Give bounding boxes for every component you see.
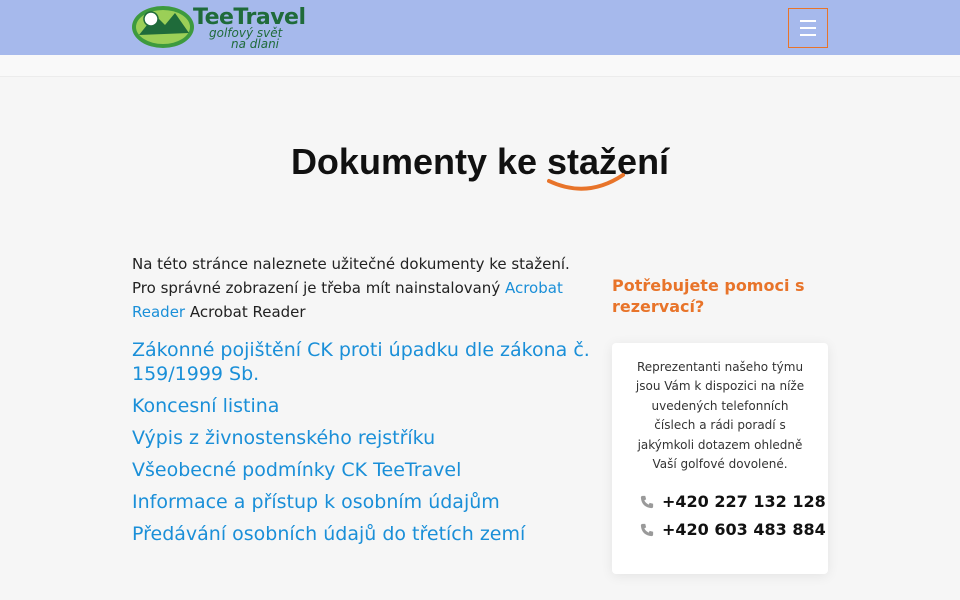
phone-number-1[interactable]: [640, 492, 826, 511]
hamburger-icon-bar: [800, 34, 816, 36]
swoosh-underline-icon: [547, 171, 627, 195]
document-link[interactable]: Všeobecné podmínky CK TeeTravel: [132, 459, 462, 481]
help-title: Potřebujete pomoci s rezervací?: [612, 276, 805, 316]
page-title-highlight: [547, 141, 669, 183]
acrobat-reader-link[interactable]: Acrobat Reader: [132, 279, 563, 321]
logo-name: TeeTravel: [193, 5, 306, 30]
document-link[interactable]: Předávání osobních údajů do třetích zemí: [132, 523, 526, 545]
intro-text: Na této stránce naleznete užitečné dokumenty ke stažení. Pro správné zobrazení je třeba mít nainstalovaný: [132, 255, 570, 297]
site-header: [0, 0, 960, 55]
header-divider-strip: [0, 55, 960, 77]
phone-icon: [640, 495, 654, 509]
documents-list: [132, 338, 592, 554]
page-title-highlight-text: stažení: [547, 141, 670, 182]
teetravel-logo[interactable]: [131, 3, 316, 51]
page-title-prefix: Dokumenty ke: [290, 141, 548, 182]
phone-icon: [640, 523, 654, 537]
document-link[interactable]: Informace a přístup k osobním údajům: [132, 491, 500, 513]
help-card: [612, 343, 828, 574]
intro-paragraph: [132, 252, 592, 324]
document-link[interactable]: Koncesní listina: [132, 395, 280, 417]
document-link[interactable]: Výpis z živnostenského rejstříku: [132, 427, 436, 449]
hamburger-icon-bar: [800, 27, 816, 29]
help-text: Reprezentanti našeho týmu jsou Vám k dispozici na níže uvedených telefonních číslech a rádi poradí s jakýmkoli dotazem ohledně Vaší golfové dovolené.: [635, 360, 805, 472]
hamburger-icon: [800, 20, 816, 22]
phone-number-text: +420 603 483 884: [662, 520, 826, 539]
document-link[interactable]: Zákonné pojištění CK proti úpadku dle zákona č. 159/1999 Sb.: [132, 339, 590, 385]
menu-button[interactable]: [788, 8, 828, 48]
logo-tagline-2: na dlani: [231, 37, 280, 51]
logo-tagline: golfový svět: [209, 26, 283, 40]
intro-text-end: Acrobat Reader: [185, 303, 306, 321]
page-title: [0, 141, 960, 183]
phone-number-text: +420 227 132 128: [662, 492, 826, 511]
phone-number-2[interactable]: [640, 520, 826, 539]
